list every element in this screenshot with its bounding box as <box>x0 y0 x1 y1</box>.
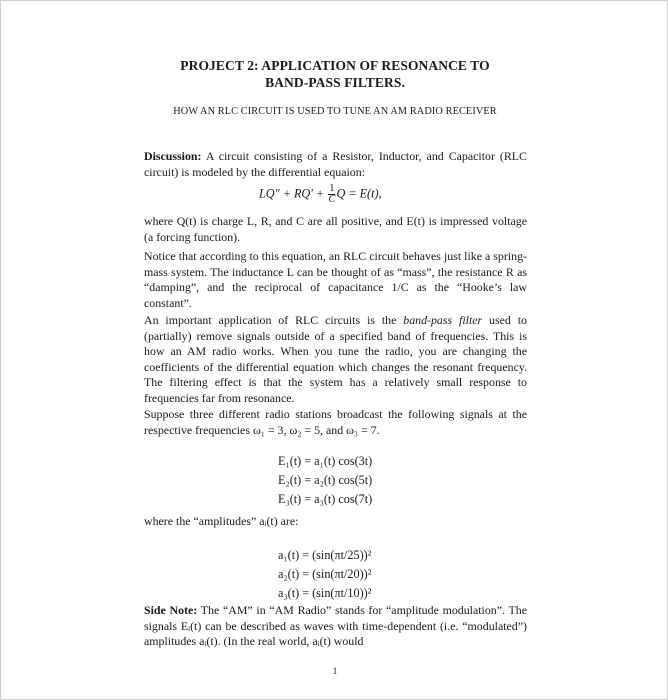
where-q-paragraph: where Q(t) is charge L, R, and C are all positive, and E(t) is impressed voltage (a forcing function). <box>144 214 527 244</box>
subtitle: HOW AN RLC CIRCUIT IS USED TO TUNE AN AM RADIO RECEIVER <box>173 106 497 117</box>
notice-paragraph: Notice that according to this equation, an RLC circuit behaves just like a spring-mass system. The inductance L can be thought of as “mass”, the resistance R as “damping”, and the reciprocal of capacitance 1/C as the “Hooke’s law constant”. <box>144 249 527 310</box>
suppose-paragraph: Suppose three different radio stations broadcast the following signals at the respective frequencies ω₁ = 3, ω₂ = 5, and ω₃ = 7. <box>144 407 527 437</box>
signal-equations <box>278 454 372 511</box>
fraction-denominator: C <box>328 194 336 205</box>
discussion-text: A circuit consisting of a Resistor, Inductor, and Capacitor (RLC circuit) is modeled by the differential equaion: <box>144 149 527 179</box>
equation-lhs: LQ″ + RQ′ + <box>259 186 328 201</box>
band-pass-filter-term: band-pass filter <box>403 313 483 327</box>
amplitude-equation: a₂(t) = (sin(πt/20))² <box>278 567 372 581</box>
amplitude-equation: a₃(t) = (sin(πt/10))² <box>278 586 372 600</box>
amplitudes-intro: where the “amplitudes” aᵢ(t) are: <box>144 514 299 528</box>
amplitude-equations <box>278 548 371 605</box>
side-note-text: The “AM” in “AM Radio” stands for “amplitude modulation”. The signals Eᵢ(t) can be described as waves with time-dependent (i.e. “modulated”) amplitudes aᵢ(t). (In the real world, aᵢ(t) would <box>144 603 527 649</box>
fraction-numerator: 1 <box>329 183 335 194</box>
important-text-b: used to (partially) remove signals outside of a specified band of frequencies. This is how an AM radio works. When you tune the radio, you are changing the coefficients of the differential equation which changes the resonant frequency. The filtering effect is that the system has a relatively small response to frequencies far from resonance. <box>144 313 527 405</box>
discussion-label: Discussion: <box>144 149 202 163</box>
signal-equation: E₃(t) = a₃(t) cos(7t) <box>278 492 373 506</box>
important-text-a: An important application of RLC circuits is the <box>144 313 404 327</box>
equation-rhs: Q = E(t), <box>336 186 382 201</box>
side-note-paragraph <box>144 603 527 650</box>
discussion-paragraph <box>144 149 527 180</box>
important-paragraph <box>144 313 527 407</box>
title-line-1: PROJECT 2: APPLICATION OF RESONANCE TO <box>180 58 490 73</box>
amplitude-equation: a₁(t) = (sin(πt/25))² <box>278 548 372 562</box>
equation-fraction <box>328 184 335 205</box>
page-number: 1 <box>332 666 338 676</box>
title-line-2: BAND-PASS FILTERS. <box>265 75 405 90</box>
signal-equation: E₂(t) = a₂(t) cos(5t) <box>278 473 373 487</box>
main-equation <box>259 184 382 205</box>
side-note-label: Side Note: <box>144 603 198 617</box>
signal-equation: E₁(t) = a₁(t) cos(3t) <box>278 454 373 468</box>
